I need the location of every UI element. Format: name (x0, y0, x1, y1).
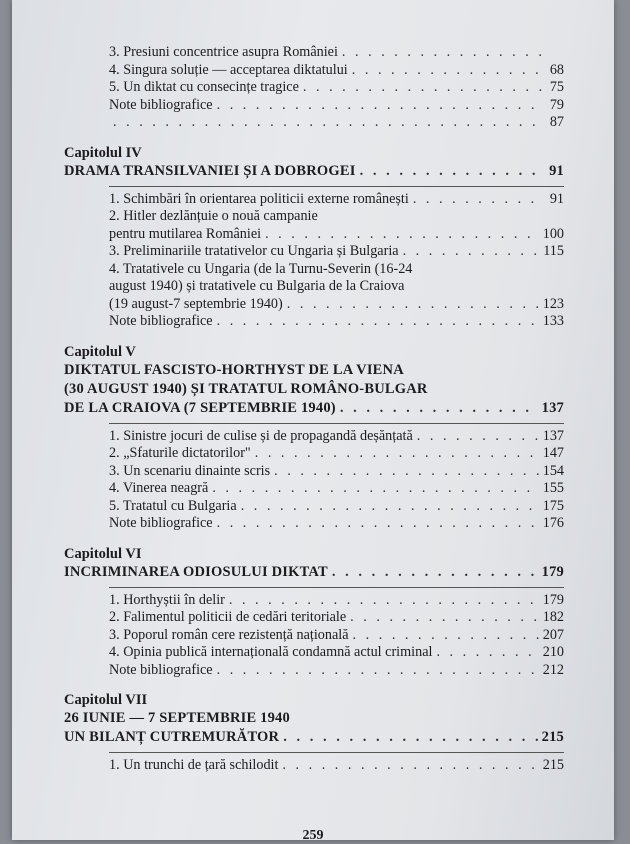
toc-entry (64, 609, 564, 627)
leader-dots (217, 662, 539, 680)
table-of-contents (64, 44, 564, 775)
toc-entry-page: 176 (542, 515, 564, 531)
leader-dots (241, 498, 539, 516)
toc-entry (64, 79, 564, 97)
toc-entry (64, 498, 564, 516)
book-page (12, 0, 614, 843)
divider (109, 587, 564, 588)
leader-dots (113, 114, 542, 132)
chapter-title-text: DRAMA TRANSILVANIEI ȘI A DOBROGEI (64, 162, 356, 179)
leader-dots (303, 79, 542, 97)
toc-entry-label: 1. Schimbări în orientarea politicii externe românești (109, 190, 409, 207)
page-number: 259 (302, 828, 324, 843)
toc-entry-label: 1. Sinistre jocuri de culise și de propagandă deșănțată (109, 427, 413, 444)
leader-dots (350, 609, 539, 627)
chapter-label: Capitolul VI (64, 545, 142, 562)
toc-entry-label: 4. Opinia publică internațională condamnă actul criminal (109, 644, 433, 660)
leader-dots (282, 757, 538, 775)
toc-entry (64, 243, 564, 261)
toc-entry-label: 2. „Sfaturile dictatorilor" (109, 445, 251, 461)
toc-entry (64, 515, 564, 533)
chapter-title (64, 162, 564, 181)
chapter-title-text: 26 IUNIE — 7 SEPTEMBRIE 1940 (64, 710, 290, 726)
toc-entry-label: Note bibliografice (109, 313, 213, 329)
toc-entry (64, 62, 564, 80)
leader-dots (342, 44, 542, 62)
leader-dots (340, 399, 538, 418)
chapter-page: 179 (541, 563, 564, 580)
leader-dots (217, 97, 542, 115)
chapter-title-text: DIKTATUL FASCISTO-HORTHYST DE LA VIENA (64, 361, 404, 378)
chapter-title-text: DE LA CRAIOVA (7 SEPTEMBRIE 1940) (64, 399, 336, 416)
toc-entry (64, 592, 564, 610)
leader-dots (360, 162, 542, 181)
leader-dots (212, 480, 538, 498)
toc-entry (64, 463, 564, 481)
leader-dots (217, 515, 539, 533)
toc-entry-page: 210 (542, 644, 564, 660)
toc-entry-label: 2. Hitler dezlănțuie o nouă campanie (109, 208, 318, 224)
toc-entry-line (64, 208, 564, 226)
chapter-title (64, 563, 564, 582)
toc-entry-page: 100 (542, 225, 564, 242)
chapter-label: Capitolul VII (64, 692, 148, 708)
toc-entry-page: 182 (542, 609, 564, 625)
leader-dots (283, 728, 537, 747)
toc-entry-page: 79 (549, 96, 564, 113)
toc-entry (64, 191, 564, 209)
leader-dots (255, 445, 539, 463)
divider (109, 752, 564, 753)
toc-entry-label: 4. Singura soluție — acceptarea diktatului (109, 61, 348, 78)
leader-dots (417, 428, 539, 446)
leader-dots (229, 592, 539, 610)
toc-entry (64, 445, 564, 463)
chapter-title (64, 399, 564, 418)
toc-entry-label: 5. Un diktat cu consecințe tragice (109, 79, 299, 95)
toc-entry-label: (19 august-7 septembrie 1940) (109, 295, 283, 312)
toc-entry-label: 4. Tratativele cu Ungaria (de la Turnu-Severin (16-24 (109, 260, 413, 277)
toc-entry-page: 207 (542, 626, 564, 643)
toc-entry-label: Note bibliografice (109, 661, 213, 678)
chapter-page: 91 (549, 162, 564, 179)
leader-dots (332, 563, 538, 582)
toc-entry-page: 91 (549, 190, 564, 207)
leader-dots (353, 627, 539, 645)
toc-entry (64, 627, 564, 645)
toc-entry (64, 644, 564, 662)
toc-entry-label: 5. Tratatul cu Bulgaria (109, 497, 237, 514)
chapter-label: Capitolul IV (64, 144, 142, 161)
toc-entry (64, 313, 564, 331)
divider (109, 186, 564, 187)
chapter-title-text: INCRIMINAREA ODIOSULUI DIKTAT (64, 563, 328, 580)
toc-entry-label: 4. Vinerea neagră (109, 480, 209, 496)
toc-entry-label: Note bibliografice (109, 96, 213, 113)
toc-entry-page: 179 (542, 591, 564, 608)
toc-entry-label: 1. Un trunchi de țară schilodit (109, 757, 279, 773)
toc-entry-label: 2. Falimentul politicii de cedări teritoriale (109, 609, 347, 625)
divider (109, 423, 564, 424)
toc-entry-page: 175 (542, 497, 564, 514)
toc-entry (64, 428, 564, 446)
toc-entry-page: 133 (542, 313, 564, 329)
chapter-title-text: UN BILANȚ CUTREMURĂTOR (64, 729, 280, 745)
leader-dots (352, 62, 542, 80)
chapter-title-line (64, 361, 564, 380)
toc-entry-label: 3. Preliminariile tratativelor cu Ungaria și Bulgaria (109, 243, 399, 259)
toc-entry (64, 480, 564, 498)
toc-entry-label: 3. Presiuni concentrice asupra României (109, 44, 338, 60)
toc-entry (64, 44, 564, 62)
toc-entry (64, 296, 564, 314)
leader-dots (413, 191, 542, 209)
leader-dots (217, 313, 539, 331)
chapter-title-line (64, 380, 564, 399)
chapter-title-text: (30 AUGUST 1940) ȘI TRATATUL ROMÂNO-BULGAR (64, 380, 428, 397)
toc-entry-page: 212 (542, 661, 564, 678)
chapter-label: Capitolul V (64, 343, 136, 360)
toc-entry-line (64, 261, 564, 279)
toc-entry-label: august 1940) și tratativele cu Bulgaria de la Craiova (109, 278, 405, 294)
toc-entry-page: 154 (542, 462, 564, 479)
toc-entry-page: 155 (542, 480, 564, 496)
toc-entry (64, 114, 564, 132)
leader-dots (403, 243, 540, 261)
toc-entry-page: 115 (543, 243, 564, 259)
chapter-page: 137 (541, 399, 564, 416)
toc-entry-page: 137 (542, 427, 564, 444)
toc-entry-label: 1. Horthyștii în delir (109, 591, 225, 608)
leader-dots (436, 644, 538, 662)
toc-entry-label: 3. Poporul român cere rezistență națională (109, 626, 349, 643)
leader-dots (265, 226, 539, 244)
chapter-title (64, 728, 564, 747)
toc-entry-label: Note bibliografice (109, 515, 213, 531)
toc-entry-line (64, 278, 564, 296)
chapter-title-line (64, 709, 564, 728)
toc-entry-label: 3. Un scenariu dinainte scris (109, 462, 271, 479)
toc-entry-page: 87 (549, 114, 564, 130)
toc-entry-page: 147 (542, 445, 564, 461)
toc-entry (64, 662, 564, 680)
toc-entry-page: 123 (542, 295, 564, 312)
toc-entry-page: 75 (549, 79, 564, 95)
toc-entry (64, 757, 564, 775)
toc-entry-page: 68 (549, 61, 564, 78)
leader-dots (274, 463, 539, 481)
toc-entry (64, 226, 564, 244)
leader-dots (287, 296, 539, 314)
chapter-page: 215 (541, 729, 564, 745)
toc-entry (64, 97, 564, 115)
toc-entry-label: pentru mutilarea României (109, 225, 262, 242)
toc-entry-page: 215 (542, 757, 564, 773)
